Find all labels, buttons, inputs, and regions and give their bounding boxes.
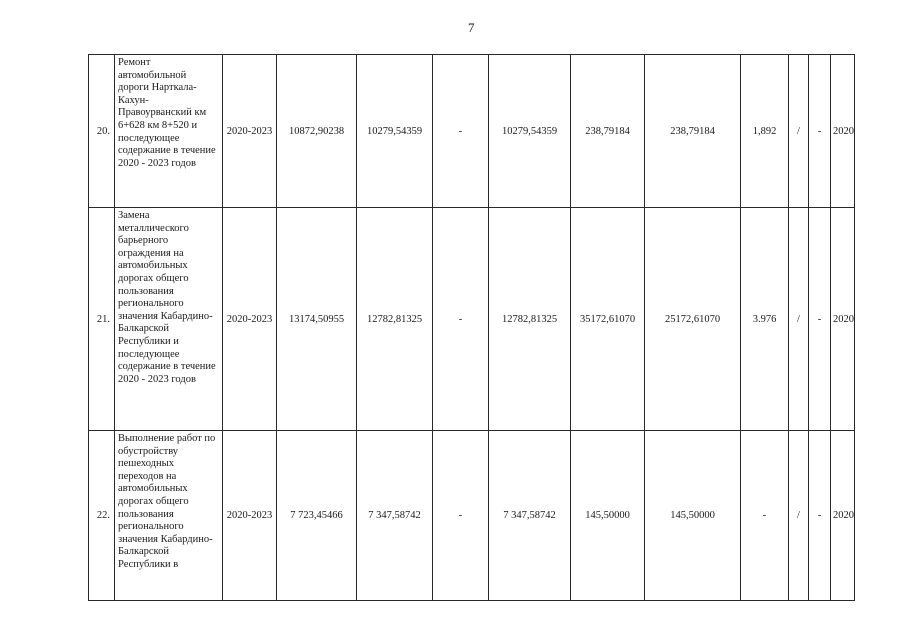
value-cell: / [789,431,809,601]
value-cell: - [809,55,831,208]
table-row [89,431,855,601]
project-name: Выполнение работ по обустройству пешеходных переходов на автомобильных дорогах общего пользования регионального значения Кабардино-Балкарской Республики в [115,431,223,601]
row-number: 20. [89,55,115,208]
value-cell: 25172,61070 [645,208,741,431]
projects-table [88,54,855,601]
value-cell: 145,50000 [645,431,741,601]
value-cell: 7 347,58742 [357,431,433,601]
value-cell: / [789,208,809,431]
value-cell: 35172,61070 [571,208,645,431]
project-name: Ремонт автомобильной дороги Нарткала-Кахун-Правоурванский км 6+628 км 8+520 и последующее содержание в течение 2020 - 2023 годов [115,55,223,208]
value-cell: 7 347,58742 [489,431,571,601]
value-cell: 3.976 [741,208,789,431]
value-cell: - [433,208,489,431]
value-cell: 7 723,45466 [277,431,357,601]
page-number: 7 [468,20,475,35]
value-cell: 145,50000 [571,431,645,601]
value-cell: 10279,54359 [357,55,433,208]
value-cell: 1,892 [741,55,789,208]
value-cell: - [433,55,489,208]
table-row [89,55,855,208]
value-cell: - [433,431,489,601]
value-cell: - [741,431,789,601]
value-cell: 10872,90238 [277,55,357,208]
period-cell: 2020-2023 [223,55,277,208]
period-cell: 2020-2023 [223,431,277,601]
row-number: 21. [89,208,115,431]
table-row [89,208,855,431]
value-cell: 12782,81325 [357,208,433,431]
value-cell: - [809,208,831,431]
value-cell: 238,79184 [645,55,741,208]
row-number: 22. [89,431,115,601]
value-cell: / [789,55,809,208]
project-name: Замена металлического барьерного ограждения на автомобильных дорогах общего пользования регионального значения Кабардино-Балкарской Республики и последующее содержание в течение 2020 - 2023 годов [115,208,223,431]
year-cell: 2020 [831,431,855,601]
period-cell: 2020-2023 [223,208,277,431]
year-cell: 2020 [831,208,855,431]
year-cell: 2020 [831,55,855,208]
value-cell: - [809,431,831,601]
value-cell: 10279,54359 [489,55,571,208]
value-cell: 12782,81325 [489,208,571,431]
value-cell: 13174,50955 [277,208,357,431]
value-cell: 238,79184 [571,55,645,208]
